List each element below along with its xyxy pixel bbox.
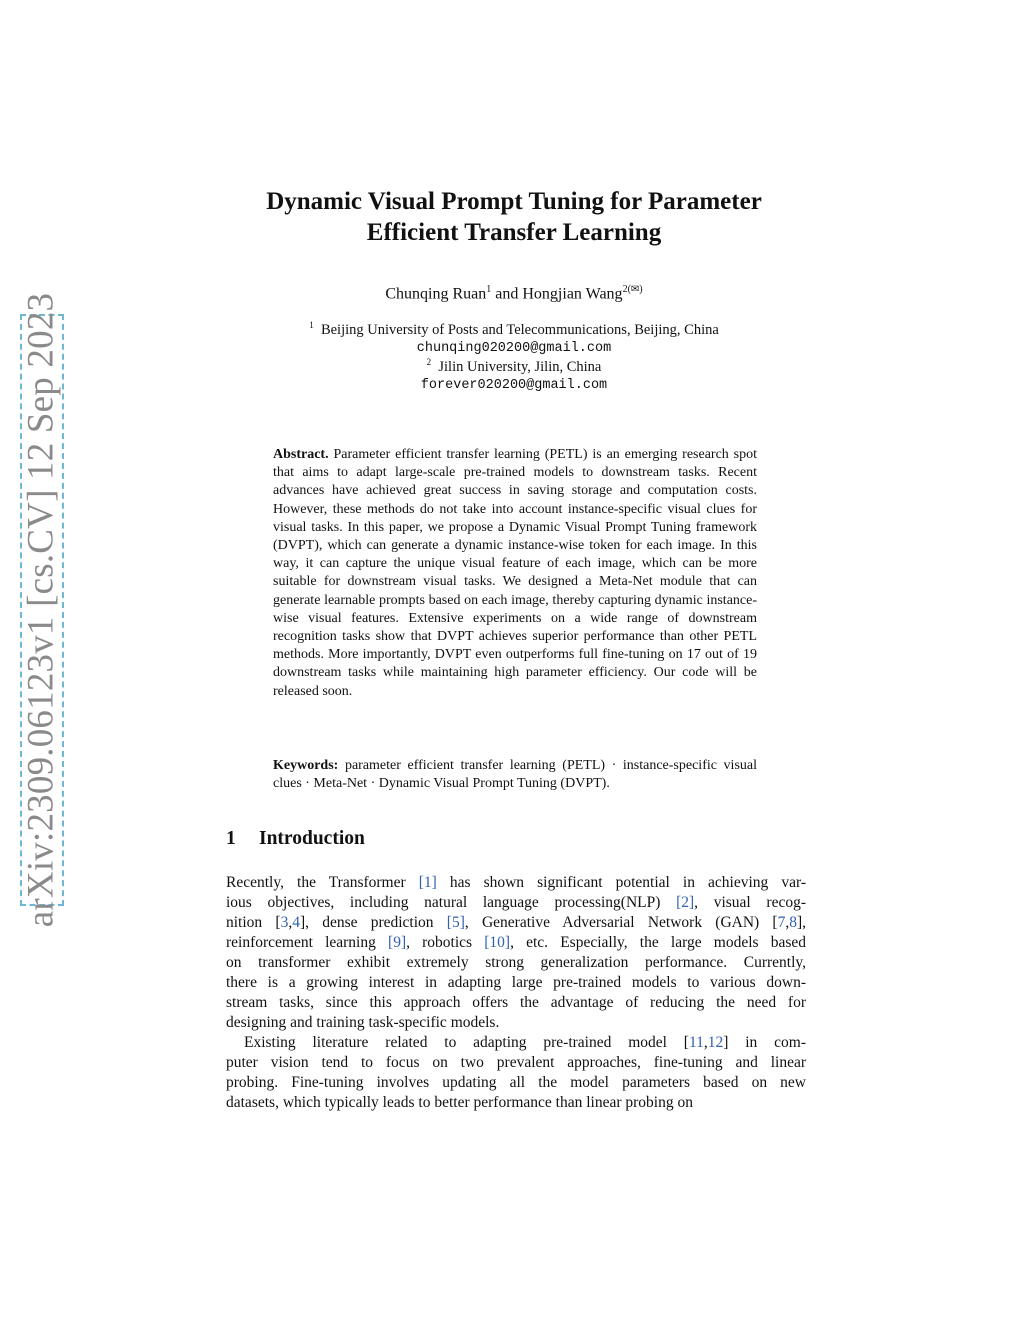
- section-number: 1: [226, 828, 236, 849]
- text-line: stream tasks, since this approach offers the advantage of reducing the need for: [226, 994, 806, 1011]
- citation-link[interactable]: 12: [707, 1034, 724, 1051]
- keywords-text: parameter efficient transfer learning (PETL) · instance-specific visual clues · Meta-Net · Dynamic Visual Prompt Tuning (DVPT).: [273, 758, 758, 792]
- paragraph: [226, 1033, 806, 1113]
- affiliation-2: [212, 357, 816, 376]
- text-line: on transformer exhibit extremely strong generalization performance. Currently,: [226, 954, 806, 971]
- arxiv-stamp: arXiv:2309.06123v1 [cs.CV] 12 Sep 2023: [20, 292, 62, 928]
- email-2[interactable]: [212, 376, 816, 393]
- author-name: Hongjian Wang: [522, 285, 623, 303]
- affiliation-name: Beijing University of Posts and Telecommunications, Beijing, China: [320, 321, 719, 338]
- citation-link[interactable]: [10]: [484, 934, 511, 951]
- citation-link[interactable]: 8: [789, 914, 797, 931]
- affiliation-name: Jilin University, Jilin, China: [438, 358, 602, 375]
- citation-link[interactable]: [2]: [676, 894, 695, 911]
- citation-link[interactable]: [9]: [388, 934, 407, 951]
- text-line: there is a growing interest in adapting large pre-trained models to various down-: [226, 974, 806, 991]
- text-line: Recently, the Transformer [1] has shown significant potential in achieving var-: [226, 874, 806, 891]
- email-address[interactable]: chunqing020200@gmail.com: [416, 341, 612, 356]
- abstract: [273, 446, 757, 701]
- email-address[interactable]: forever020200@gmail.com: [420, 378, 608, 393]
- citation-link[interactable]: [5]: [446, 914, 465, 931]
- citation-link[interactable]: 11: [688, 1034, 704, 1051]
- citation-link[interactable]: [1]: [418, 874, 437, 891]
- section-heading: [226, 828, 365, 850]
- title-line-2: Efficient Transfer Learning: [366, 219, 662, 246]
- citation-link[interactable]: 7: [777, 914, 786, 931]
- text-line: nition [3,4], dense prediction [5], Generative Adversarial Network (GAN) [7,8],: [226, 914, 806, 931]
- affiliation-marker: 2: [426, 357, 432, 367]
- keywords-label: Keywords:: [273, 758, 339, 773]
- authors: [212, 284, 816, 303]
- paragraph: [226, 873, 806, 1033]
- text-line: designing and training task-specific models.: [226, 1014, 500, 1031]
- affiliation-marker: 1: [309, 320, 314, 330]
- text-line: puter vision tend to focus on two prevalent approaches, fine-tuning and linear: [226, 1054, 806, 1071]
- keywords: [273, 757, 757, 793]
- text-line: reinforcement learning [9], robotics [10], etc. Especially, the large models based: [226, 934, 806, 951]
- email-1[interactable]: [212, 339, 816, 356]
- abstract-label: Abstract.: [273, 447, 329, 462]
- author-conjunction: and: [491, 285, 523, 303]
- text-line: probing. Fine-tuning involves updating all the model parameters based on new: [226, 1074, 806, 1091]
- citation-link[interactable]: 4: [292, 914, 300, 931]
- author-name: Chunqing Ruan: [385, 285, 487, 303]
- text-line: datasets, which typically leads to better performance than linear probing on: [226, 1094, 693, 1111]
- citation-link[interactable]: 3: [280, 914, 289, 931]
- abstract-text: Parameter efficient transfer learning (PETL) is an emerging research spot that aims to adapt large-scale pre-trained models to downstream tasks. Recent advances have achieved great success in saving storage and computation costs. However, these methods do not take into account instance-specific visual clues for visual tasks. In this paper, we propose a Dynamic Visual Prompt Tuning framework (DVPT), which can generate a dynamic instance-wise token for each image. In this way, it can capture the unique visual feature of each image, which can be more suitable for downstream visual tasks. We designed a Meta-Net module that can generate learnable prompts based on each image, thereby capturing dynamic instance-wise visual features. Extensive experiments on a wide range of downstream recognition tasks show that DVPT achieves superior performance than other PETL methods. More importantly, DVPT even outperforms full fine-tuning on 17 out of 19 downstream tasks while maintaining high parameter efficiency. Our code will be released soon.: [273, 447, 757, 699]
- paper-title: [212, 186, 816, 248]
- text-line: ious objectives, including natural language processing(NLP) [2], visual recog-: [226, 894, 807, 911]
- author-superscript: 1: [486, 284, 492, 295]
- text-line: Existing literature related to adapting pre-trained model [11,12] in com-: [244, 1034, 806, 1051]
- introduction-body: [226, 873, 806, 1113]
- affiliation-1: [212, 320, 816, 339]
- title-line-1: Dynamic Visual Prompt Tuning for Parameter: [266, 188, 762, 215]
- author-superscript: 2(✉): [622, 284, 643, 295]
- section-title: Introduction: [259, 828, 365, 849]
